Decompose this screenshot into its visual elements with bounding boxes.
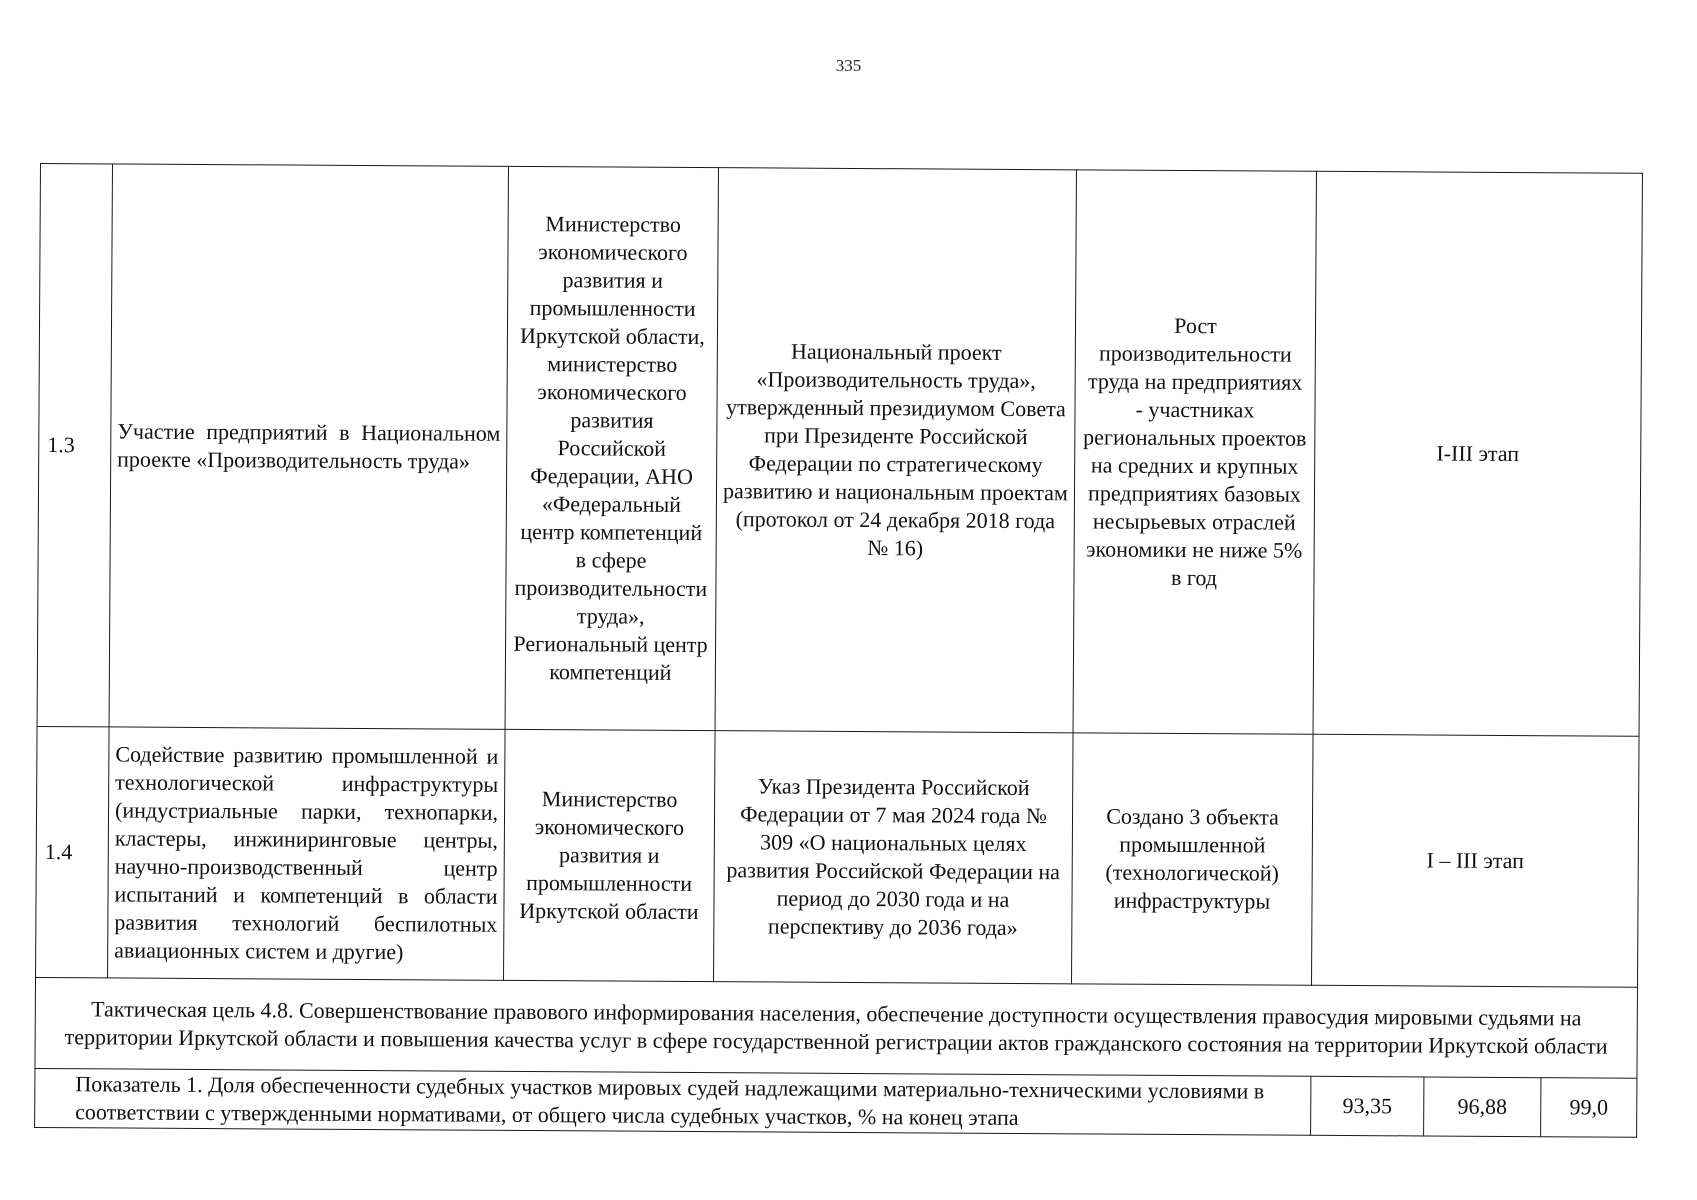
stage-cell: I – III этап	[1312, 734, 1640, 987]
executor-cell: Министерство экономического развития и промышленности Иркутской области	[504, 729, 716, 981]
result-cell: Создано 3 объекта промышленной (технологической) инфраструктуры	[1072, 733, 1314, 985]
table-row	[37, 164, 1642, 737]
table-row	[36, 726, 1640, 987]
basis-cell: Указ Президента Российской Федерации от 7 мая 2024 года № 309 «О национальных целях развития Российской Федерации на период до 2030 года и на перспективу до 2036 года»	[714, 731, 1074, 984]
tactical-goal-cell: Тактическая цель 4.8. Совершенствование правового информирования населения, обеспечение доступности осуществления правосудия мировыми судьями на территории Иркутской области и повышения качества услуг в сфере государственной регистрации актов гражданского состояния на территории Иркутской области	[35, 977, 1638, 1078]
stage-cell: I-III этап	[1313, 171, 1642, 736]
indicator-text-cell: Показатель 1. Доля обеспеченности судебных участков мировых судей надлежащими материально-техническими условиями в соответствии с утвержденными нормативами, от общего числа судебных участков, % на конец этапа	[35, 1068, 1311, 1135]
page-number: 335	[835, 56, 862, 75]
activity-cell: Участие предприятий в Национальном проекте «Производительность труда»	[109, 164, 508, 729]
row-number: 1.4	[36, 726, 110, 977]
indicator-row	[35, 1068, 1637, 1137]
activities-table	[34, 163, 1643, 1138]
indicator-value-stage-3: 99,0	[1541, 1078, 1637, 1138]
indicator-value-stage-1: 93,35	[1311, 1076, 1424, 1136]
row-number: 1.3	[37, 164, 112, 727]
result-cell: Рост производительности труда на предприятиях - участниках региональных проектов на средних и крупных предприятиях базовых несырьевых отраслей экономики не ниже 5% в год	[1073, 170, 1316, 734]
executor-cell: Министерство экономического развития и промышленности Иркутской области, министерство экономического развития Российской Федерации, АНО «Федеральный центр компетенций в сфере производительности труда», Региональный центр компетенций	[505, 166, 718, 730]
basis-cell: Национальный проект «Производительность труда», утвержденный президиумом Совета при Президенте Российской Федерации по стратегическому развитию и национальным проектам (протокол от 24 декабря 2018 года № 16)	[715, 168, 1076, 733]
activity-cell: Содействие развитию промышленной и технологической инфраструктуры (индустриальные парки, технопарки, кластеры, инжиниринговые центры, научно-производственный центр испытаний и компетенций в области развития технологий беспилотных авиационных систем и другие)	[108, 727, 506, 980]
tactical-goal-row	[35, 977, 1638, 1078]
indicator-value-stage-2: 96,88	[1424, 1077, 1541, 1137]
